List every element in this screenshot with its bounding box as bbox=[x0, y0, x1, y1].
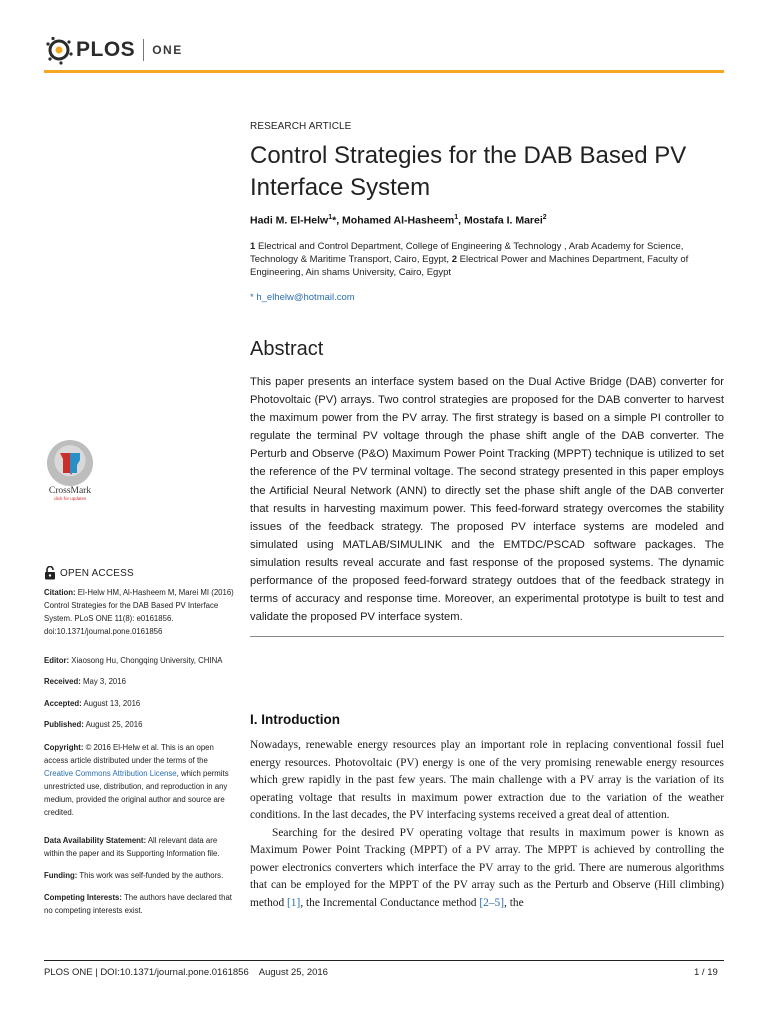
accepted-block: Accepted: August 13, 2016 bbox=[44, 699, 141, 708]
citation-ref[interactable]: [1] bbox=[287, 896, 301, 909]
footer-rule bbox=[44, 960, 724, 961]
crossmark-icon bbox=[47, 440, 93, 486]
page-number: 1 / 19 bbox=[694, 967, 718, 978]
author[interactable]: Mohamed Al-Hasheem bbox=[342, 214, 455, 227]
license-link[interactable]: Creative Commons Attribution License bbox=[44, 769, 177, 778]
crossmark-sub: click for updates bbox=[53, 496, 87, 501]
data-availability-block: Data Availability Statement: All relevant data are within the paper and its Supporting Information file. bbox=[44, 836, 220, 858]
article-title: Control Strategies for the DAB Based PV Interface System bbox=[250, 142, 687, 201]
author-affil-sup: 1 bbox=[454, 214, 459, 221]
section-heading: I. Introduction bbox=[250, 712, 340, 727]
funding-block: Funding: This work was self-funded by the authors. bbox=[44, 871, 224, 880]
abstract-text: This paper presents an interface system based on the Dual Active Bridge (DAB) converter for Photovoltaic (PV) arrays. Two control strategies are proposed for the DAB converter to harvest the maximum power from the PV array. The first strategy is based on a simple PI controller to regulate the terminal PV voltage through the phase shift angle of the DAB converter. The Perturb and Observe (P&O) Maximum Power Point Tracking (MPPT) technique is utilized to set the reference of the PV terminal voltage. The second strategy presented in this paper employs the Artificial Neural Network (ANN) to directly set the phase shift angle of the DAB converter that results in harvesting maximum power. This feed-forward strategy overcomes the stability issues of the feedback strategy. The proposed PV interface systems are modeled and simulated using MATLAB/SIMULINK and the EMTDC/PSCAD software packages. The simulation results reveal accurate and fast response of the proposed systems. The dynamic performance of the proposed feed-forward strategy outdoes that of the feedback strategy in terms of accuracy and response time. Moreover, an experimental prototype is built to test and validate the proposed PV interface system. bbox=[250, 376, 724, 624]
citation-ref[interactable]: [2–5] bbox=[479, 896, 505, 909]
affil-number: 2 bbox=[451, 254, 457, 265]
copyright-block: Copyright: © 2016 El-Helw et al. This is an open access article distributed under the terms of the Creative Commons Attribution License, which permits unrestricted use, distribution, and reproduction in any medium, provided the original author and source are credited. bbox=[44, 743, 229, 817]
citation-text: El-Helw HM, Al-Hasheem M, Marei MI (2016) Control Strategies for the DAB Based PV Interface System. PLoS ONE 11(8): e0161856. doi:10.1371/journal.pone.0161856 bbox=[44, 588, 234, 636]
competing-interests-block: Competing Interests: The authors have declared that no competing interests exist. bbox=[44, 893, 232, 915]
plos-logo-text: PLOS bbox=[76, 38, 136, 61]
plos-one-logo[interactable] bbox=[44, 34, 183, 66]
paragraph: Nowadays, renewable energy resources play an important role in replacing conventional fossil fuel energy resources. Photovoltaic (PV) energy is one of the very promising renewable energy resources which grew rapidly in the past few years. The main challenge with a PV array is the variation of its operating voltage that results in maximum power extraction due to the variation of the weather conditions. In the last decades, the PV interfacing systems received a great deal of attention. bbox=[250, 739, 724, 821]
crossmark-badge[interactable] bbox=[40, 440, 100, 501]
open-lock-icon bbox=[44, 566, 56, 580]
received-block: Received: May 3, 2016 bbox=[44, 677, 126, 686]
email-link[interactable]: h_elhelw@hotmail.com bbox=[256, 292, 355, 303]
affiliations bbox=[250, 240, 720, 279]
author[interactable]: Hadi M. El-Helw bbox=[250, 214, 329, 227]
open-access-label: OPEN ACCESS bbox=[60, 567, 134, 579]
affil-text: Electrical and Control Department, College of Engineering & Technology , Arab Academy for Science, Technology & Maritime Transport, Cairo, Egypt, bbox=[250, 241, 684, 265]
abstract-heading: Abstract bbox=[250, 338, 324, 360]
editor-block: Editor: Xiaosong Hu, Chongqing University, CHINA bbox=[44, 656, 223, 665]
citation-block: Citation: El-Helw HM, Al-Hasheem M, Marei MI (2016) Control Strategies for the DAB Based PV Interface System. PLoS ONE 11(8): e0161856. doi:10.1371/journal.pone.0161856 bbox=[44, 588, 234, 636]
crossmark-label: CrossMark bbox=[48, 486, 92, 496]
author-affil-sup: 1 bbox=[328, 214, 333, 221]
affil-number: 1 bbox=[250, 241, 256, 252]
article-type: RESEARCH ARTICLE bbox=[250, 121, 352, 132]
affil-text: Electrical Power and Machines Department, Faculty of Engineering, Ain shams University, Cairo, Egypt bbox=[250, 254, 689, 278]
abstract-rule bbox=[250, 636, 724, 637]
corresponding-mark: * bbox=[332, 214, 337, 227]
published-block: Published: August 25, 2016 bbox=[44, 720, 143, 729]
header-rule bbox=[44, 70, 724, 73]
intro-body bbox=[250, 737, 724, 912]
open-access bbox=[44, 566, 134, 580]
plos-logo-icon bbox=[44, 35, 74, 65]
author-list: Hadi M. El-Helw$^1$*, Mohamed Al-Hasheem$^1$, Mostafa I. Marei$^2$ bbox=[250, 214, 547, 227]
paragraph: Searching for the desired PV operating voltage that results in maximum power is known as Maximum Power Point Tracking (MPPT) of a PV array. The MPPT is achieved by controlling the power electronics converters which interface the PV array to the grid. There are numerous algorithms that can be employed for the MPPT of the PV array such as the Perturb and Observe (Hill climbing) method [1], the Incremental Conductance method [2–5], the bbox=[250, 826, 724, 909]
journal-name: ONE bbox=[152, 43, 183, 57]
corresponding-email[interactable]: * h_elhelw@hotmail.com bbox=[250, 292, 355, 303]
author-affil-sup: 2 bbox=[542, 214, 547, 221]
author[interactable]: Mostafa I. Marei bbox=[464, 214, 543, 227]
logo-divider bbox=[143, 39, 144, 61]
footer-doi: PLOS ONE | DOI:10.1371/journal.pone.0161856 August 25, 2016 bbox=[44, 967, 328, 978]
